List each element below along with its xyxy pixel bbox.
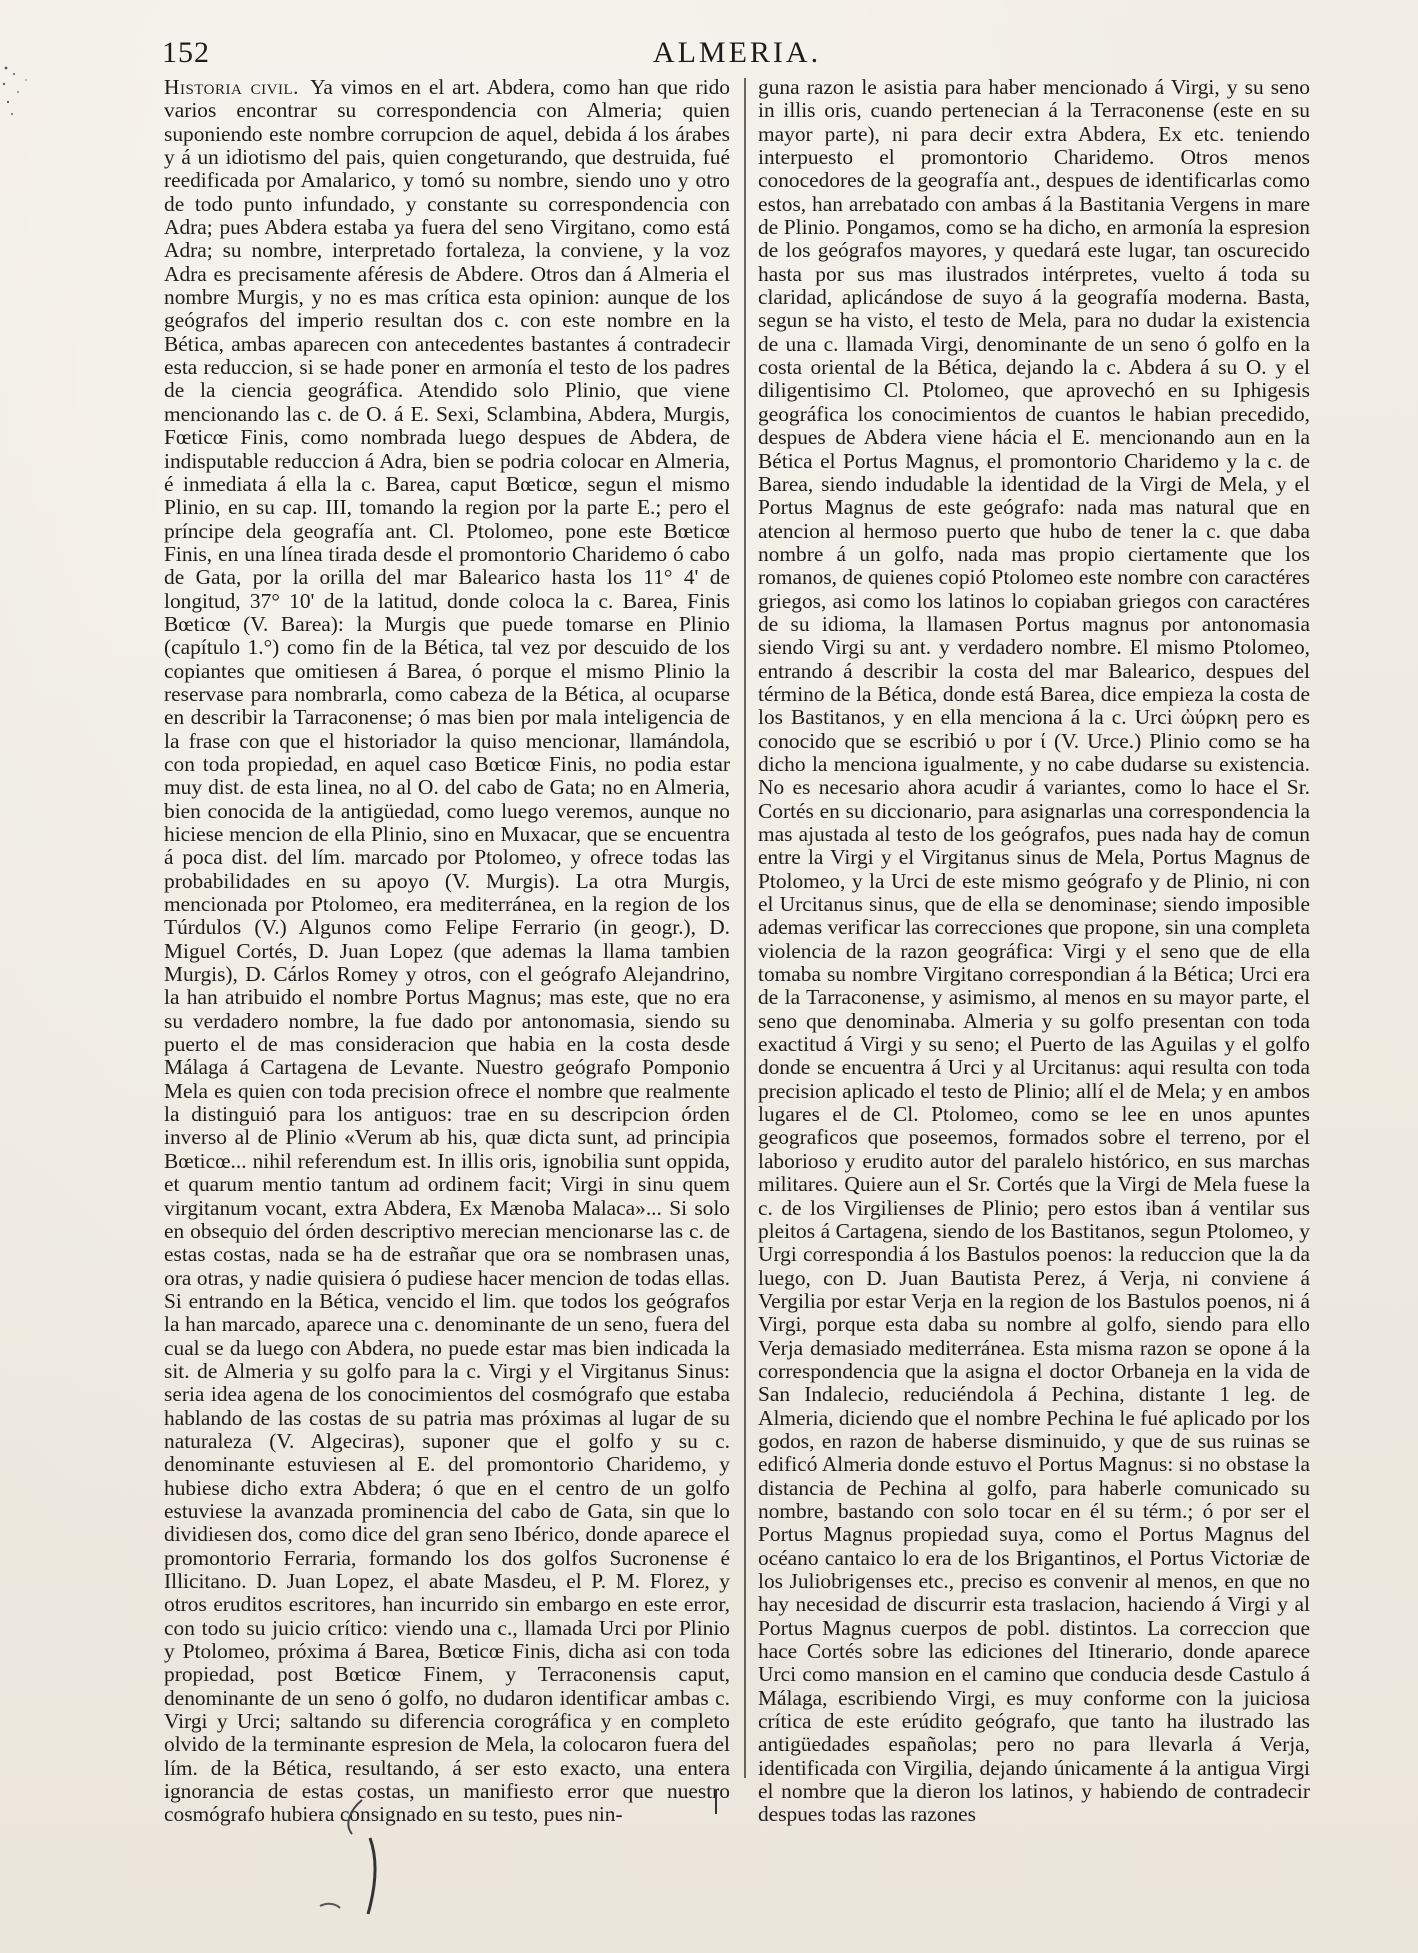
margin-tick-mark bbox=[706, 1788, 726, 1818]
right-column bbox=[758, 76, 1310, 1827]
section-label: Historia civil. bbox=[164, 75, 300, 99]
page-number: 152 bbox=[162, 36, 210, 69]
right-column-paragraph: guna razon le asistia para haber mencionado á Virgi, y su seno in illis oris, cuando pertenecian á la Terraconense (este en su mayor parte), ni para decir extra Abdera, Ex etc. teniendo interpuesto el promontorio Charidemo. Otros menos conocedores de la geografía ant., despues de identificarlas como estos, han arrebatado con ambas á la Bastitania Vergens in mare de Plinio. Pongamos, como se ha dicho, en armonía la espresion de los geógrafos mayores, y quedará este lugar, tan oscurecido hasta por sus mas ilustrados intérpretes, vuelto á toda su claridad, aplicándose de suyo á la geografía moderna. Basta, segun se ha visto, el testo de Mela, para no dudar la existencia de una c. llamada Virgi, denominante de un seno ó golfo en la costa oriental de la Bética, dejando la c. Abdera á su O. y el diligentisimo Cl. Ptolomeo, que aprovechó en su Iphigesis geográfica los conocimientos de cuantos le habian precedido, despues de Abdera viene hácia el E. mencionando aun en la Bética el Portus Magnus, el promontorio Charidemo y la c. de Barea, siendo indudable la identidad de la Virgi de Mela, y el Portus Magnus de este geógrafo: nada mas natural que en atencion al hermoso puerto que hubo de tener la c. que daba nombre á un golfo, nada mas propio ciertamente que los romanos, de quienes copió Ptolomeo este nombre con caractéres griegos, asi como los latinos lo copiaban griegos con caractéres de su idioma, la llamasen Portus magnus por antonomasia siendo Virgi su ant. y verdadero nombre. El mismo Ptolomeo, entrando á describir la costa del mar Balearico, despues del término de la Bética, donde está Barea, dice empieza la costa de los Bastitanos, y en ella menciona á la c. Urci ὠύρκη pero es conocido que se escribió υ por ί (V. Urce.) Plinio como se ha dicho la menciona igualmente, y no cabe dudarse su existencia. No es necesario ahora acudir á variantes, como lo hace el Sr. Cortés en su diccionario, para asignarlas una correspondencia la mas ajustada al testo de los geógrafos, pues nada hay de comun entre la Virgi y el Virgitanus sinus de Mela, Portus Magnus de Ptolomeo, y la Urci de este mismo geógrafo y de Plinio, ni con el Urcitanus sinus, que de ella se denominase; siendo imposible ademas verificar las correcciones que propone, sin una completa violencia de la razon geográfica: Virgi y el seno que de ella tomaba su nombre Virgitano correspondian á la Bética; Urci era de la Tarraconense, y asimismo, al menos en su mayor parte, el seno que denominaba. Almeria y su golfo presentan con toda exactitud á Virgi y su seno; el Puerto de las Aguilas y el golfo donde se encuentra á Urci y al Urcitanus: aqui resulta con toda precision aplicado el testo de Plinio; allí el de Mela; y en ambos lugares el de Cl. Ptolomeo, como se lee en unos apuntes geograficos que poseemos, formados sobre el terreno, por el laborioso y erudito autor del paralelo histórico, en sus marchas militares. Quiere aun el Sr. Cortés que la Virgi de Mela fuese la c. de los Virgilienses de Plinio; pero estos iban á ventilar sus pleitos á Cartagena, siendo de los Bastitanos, segun Ptolomeo, y Urgi correspondia á los Bastulos poenos: la reduccion que la da luego, con D. Juan Bautista Perez, á Verja, ni conviene á Vergilia por estar Verja en la region de los Bastulos poenos, ni á Virgi, porque esta daba su nombre al golfo, siendo para ello Verja demasiado mediterránea. Esta misma razon se opone á la correspondencia que la asigna el doctor Orbaneja en la vida de San Indalecio, reduciéndola á Pechina, distante 1 leg. de Almeria, diciendo que el nombre Pechina le fué aplicado por los godos, en razon de haberse disminuido, y que de sus ruinas se edificó Almeria donde estuvo el Portus Magnus: si no obstase la distancia de Pechina al golfo, para haberle comunicado su nombre, bastando con solo tocar en él su térm.; ó por ser el Portus Magnus propiedad suya, como el Portus Magnus del océano cantaico lo era de los Brigantinos, el Portus Victoriæ de los Juliobrigenses etc., preciso es convenir al menos, en que no hay necesidad de discurrir esta traslacion, haciendo á Virgi y al Portus Magnus cuerpos de pobl. distintos. La correccion que hace Cortés sobre las ediciones del Itinerario, donde aparece Urci como mansion en el camino que conducia desde Castulo á Málaga, escribiendo Virgi, es muy conforme con la juiciosa crítica de este erúdito geógrafo, que tanto ha ilustrado las antigüedades españolas; pero no para llevarla á Verja, identificada con Virgilia, dejando únicamente á la antigua Virgi el nombre que la dieron los latinos, y habiendo de contradecir despues todas las razones bbox=[758, 75, 1310, 1827]
ink-stroke-mark bbox=[300, 1790, 420, 1930]
running-head-title: ALMERIA. bbox=[652, 36, 822, 69]
column-divider bbox=[744, 78, 746, 1778]
margin-specks-mark bbox=[0, 62, 40, 132]
left-column bbox=[164, 76, 730, 1827]
left-column-paragraph bbox=[164, 76, 730, 1827]
left-column-text: Ya vimos en el art. Abdera, como han que rido varios encontrar su correspondencia con Almeria; quien suponiendo este nombre corrupcion de aquel, debida á los árabes y á un idiotismo del pais, quien congeturando, que destruida, fué reedificada por Amalarico, y tomó su nombre, siendo uno y otro de todo punto infundado, y constante su correspondencia con Adra; pues Abdera estaba ya fuera del seno Virgitano, como está Adra; su nombre, interpretado fortaleza, la conviene, y la voz Adra es precisamente aféresis de Abdere. Otros dan á Almeria el nombre Murgis, y no es mas crítica esta opinion: aunque de los geógrafos del imperio resultan dos c. con este nombre en la Bética, ambas aparecen con antecedentes bastantes á contradecir esta reduccion, si se hade poner en armonía el testo de los padres de la ciencia geográfica. Atendido solo Plinio, que viene mencionando las c. de O. á E. Sexi, Sclambina, Abdera, Murgis, Fœticœ Finis, como nombrada luego despues de Abdera, de indisputable reduccion á Adra, bien se podria colocar en Almeria, é inmediata á ella la c. Barea, caput Bœticœ, segun el mismo Plinio, en su cap. III, tomando la region por la parte E.; pero el príncipe dela geografía ant. Cl. Ptolomeo, pone este Bœticœ Finis, en una línea tirada desde el promontorio Charidemo ó cabo de Gata, por la orilla del mar Balearico hasta los 11° 4' de longitud, 37° 10' de la latitud, donde coloca la c. Barea, Finis Bœticœ (V. Barea): la Murgis que puede tomarse en Plinio (capítulo 1.°) como fin de la Bética, tal vez por descuido de los copiantes que omitiesen á Barea, ó porque el mismo Plinio la reservase para nombrarla, como cabeza de la Bética, al ocuparse en describir la Tarraconense; ó mas bien por mala inteligencia de la frase con que el historiador la quiso mencionar, llamándola, con toda propiedad, en aquel caso Bœticœ Finis, no podia estar muy dist. de esta linea, no al O. del cabo de Gata; no en Almeria, bien conocida de la antigüedad, como luego veremos, aunque no hiciese mencion de ella Plinio, sino en Muxacar, que se encuentra á poca dist. del lím. marcado por Ptolomeo, y ofrece todas las probabilidades en su apoyo (V. Murgis). La otra Murgis, mencionada por Ptolomeo, era mediterránea, en la region de los Túrdulos (V.) Algunos como Felipe Ferrario (in geogr.), D. Miguel Cortés, D. Juan Lopez (que ademas la llama tambien Murgis), D. Cárlos Romey y otros, con el geógrafo Alejandrino, la han atribuido el nombre Portus Magnus; mas este, que no era su verdadero nombre, la fue dado por antonomasia, siendo su puerto el de mas consideracion que habia en la costa desde Málaga á Cartagena de Levante. Nuestro geógrafo Pomponio Mela es quien con toda precision ofrece el nombre que realmente la distinguió para los antiguos: trae en su descripcion órden inverso al de Plinio «Verum ab his, quæ dicta sunt, ad principia Bœticœ... nihil referendum est. In illis oris, ignobilia sunt oppida, et quarum mentio tantum ad ordinem facit; Virgi in sinu quem virgitanum vocant, extra Abdera, Ex Mænoba Malaca»... Si solo en obsequio del órden descriptivo merecian mencionarse las c. de estas costas, nada se ha de estrañar que ora se nombrasen unas, ora otras, y nadie quisiera ó pudiese hacer mencion de todas ellas. Si entrando en la Bética, vencido el lim. que todos los geógrafos la han marcado, aparece una c. denominante de un seno, fuera del cual se da luego con Abdera, no puede estar mas bien indicada la sit. de Almeria y su golfo para la c. Virgi y el Virgitanus Sinus: seria idea agena de los conocimientos del cosmógrafo que estaba hablando de las costas de su patria mas próximas al lugar de su naturaleza (V. Algeciras), suponer que el golfo y su c. denominante estuviesen al E. del promontorio Charidemo, y hubiese dicho extra Abdera; ó que en el centro de un golfo estuviese la avanzada prominencia del cabo de Gata, sin que lo dividiesen dos, como dice del gran seno Ibérico, donde aparece el promontorio Ferraria, formando los dos golfos Sucronense é Illicitano. D. Juan Lopez, el abate Masdeu, el P. M. Florez, y otros eruditos escritores, han incurrido sin embargo en este error, con todo su juicio crítico: viendo una c., llamada Urci por Plinio y Ptolomeo, próxima á Barea, Bœticœ Finis, dicha asi con toda propiedad, post Bœticœ Finem, y Terraconensis caput, denominante de un seno ó golfo, no dudaron identificar ambas c. Virgi y Urci; saltando su diferencia corográfica y en completo olvido de la terminante espresion de Mela, la colocaron fuera del lím. de la Bética, resultando, á ser esto exacto, una entera ignorancia de estas costas, un manifiesto error que nuestro cosmógrafo hubiera consignado en su testo, pues nin- bbox=[164, 75, 730, 1827]
page-header bbox=[162, 36, 1312, 72]
